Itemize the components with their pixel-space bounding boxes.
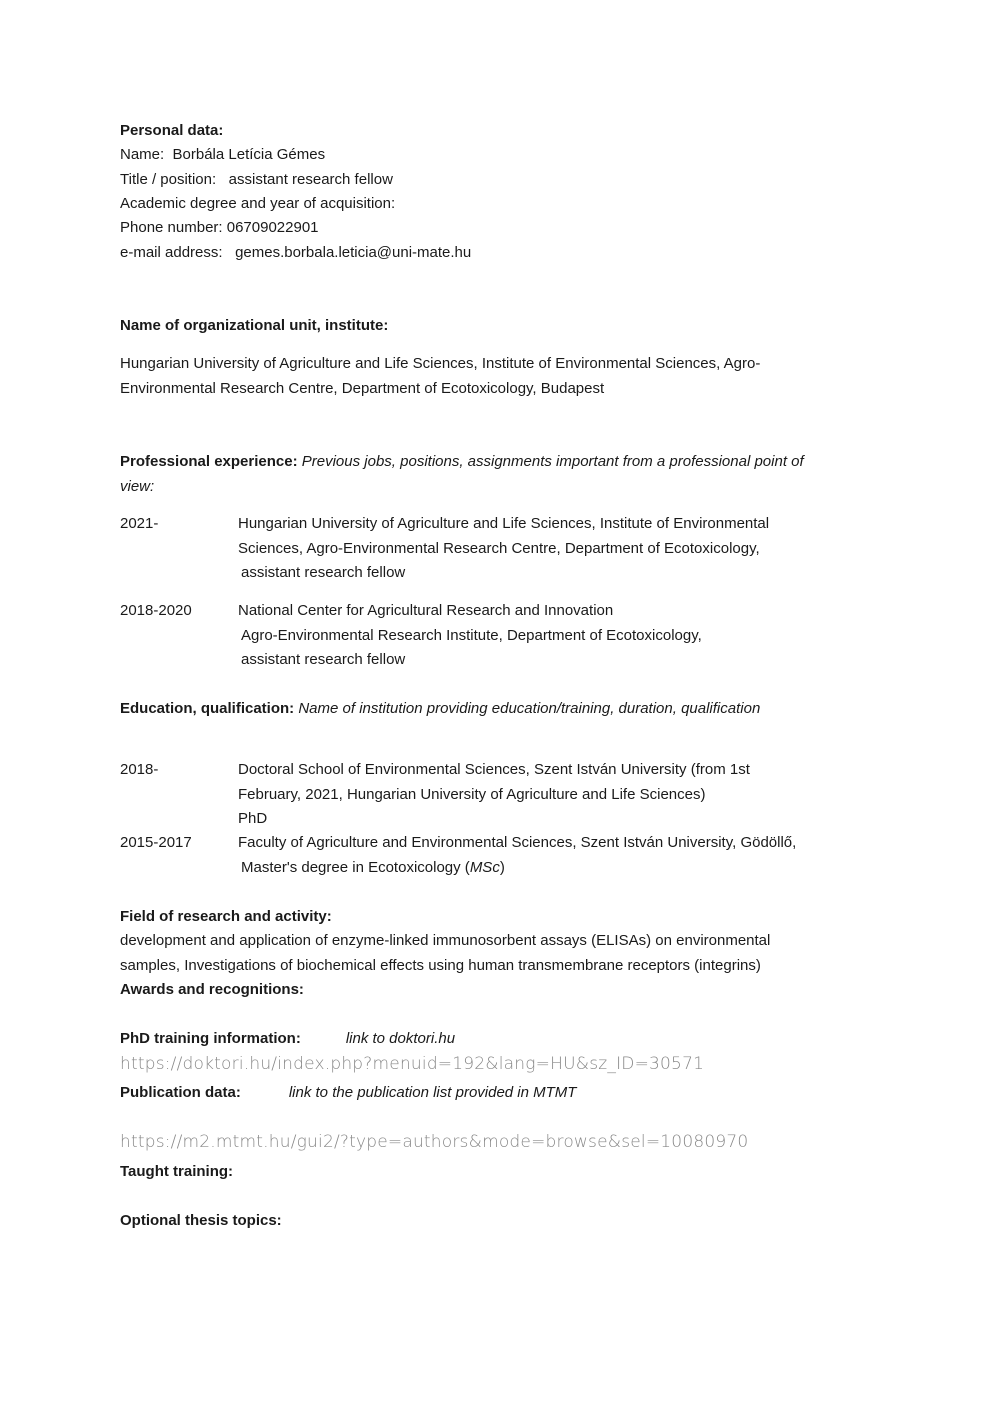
phd-row: [120, 1027, 455, 1051]
awards-heading: Awards and recognitions:: [120, 981, 304, 998]
research-line-2: samples, Investigations of biochemical effects using human transmembrane receptors (integrins): [120, 957, 761, 974]
research-heading: Field of research and activity:: [120, 908, 332, 925]
org-line-2: Environmental Research Centre, Department of Ecotoxicology, Budapest: [120, 380, 605, 397]
email-label: e-mail address:: [120, 244, 223, 261]
experience-entry-2: [238, 599, 888, 673]
name-row: [120, 143, 325, 167]
experience-entry-2-line: assistant research fellow: [241, 651, 406, 668]
publication-link[interactable]: https://m2.mtmt.hu/gui2/?type=authors&mode=browse&sel=10080970: [120, 1132, 749, 1152]
experience-note: Previous jobs, positions, assignments important from a professional point of: [301, 453, 804, 470]
experience-note-cont: view:: [120, 478, 155, 495]
degree-label: Academic degree and year of acquisition:: [120, 195, 396, 212]
experience-entry-2-line: National Center for Agricultural Research and Innovation: [238, 602, 614, 619]
phone-value: 06709022901: [226, 219, 319, 236]
experience-heading-row: [120, 450, 804, 474]
phd-link[interactable]: https://doktori.hu/index.php?menuid=192&lang=HU&sz_ID=30571: [120, 1054, 705, 1074]
phd-note: link to doktori.hu: [345, 1030, 456, 1047]
education-entry-1-line: Doctoral School of Environmental Sciences, Szent István University (from 1st: [238, 761, 750, 778]
name-value: Borbála Letícia Gémes: [172, 146, 326, 163]
experience-heading: Professional experience:: [120, 453, 298, 470]
phone-row: [120, 216, 319, 240]
experience-year-1: 2021-: [120, 515, 159, 532]
publication-note: link to the publication list provided in MTMT: [288, 1084, 577, 1101]
name-label: Name:: [120, 146, 165, 163]
degree-abbrev: MSc: [469, 858, 500, 876]
experience-entry-1: [238, 512, 888, 586]
degree-close: ): [499, 858, 505, 876]
experience-entry-1-line: assistant research fellow: [241, 564, 406, 581]
publication-row: [120, 1081, 576, 1105]
education-entry-1-line: PhD: [238, 810, 268, 827]
experience-entry-1-line: Hungarian University of Agriculture and Life Sciences, Institute of Environmental: [238, 515, 770, 532]
education-entry-2: [238, 831, 888, 880]
email-row: [120, 241, 471, 265]
education-entry-2-line: Faculty of Agriculture and Environmental Sciences, Szent István University, Gödöllő,: [238, 834, 797, 851]
phone-label: Phone number:: [120, 219, 223, 236]
research-line-1: development and application of enzyme-linked immunosorbent assays (ELISAs) on environmental: [120, 932, 771, 949]
education-entry-1-line: February, 2021, Hungarian University of Agriculture and Life Sciences): [238, 785, 706, 803]
org-heading: Name of organizational unit, institute:: [120, 317, 389, 334]
education-entry-2-line: [238, 856, 888, 881]
experience-entry-2-line: Agro-Environmental Research Institute, Department of Ecotoxicology,: [241, 626, 702, 644]
phd-heading: PhD training information:: [120, 1030, 301, 1047]
org-line-1: Hungarian University of Agriculture and Life Sciences, Institute of Environmental Sciences, Agro-: [120, 355, 761, 372]
education-year-1: 2018-: [120, 761, 159, 778]
experience-entry-1-line: Sciences, Agro-Environmental Research Centre, Department of Ecotoxicology,: [238, 539, 760, 557]
education-entry-1: [238, 758, 888, 832]
title-row: [120, 168, 393, 192]
education-heading-row: [120, 697, 760, 721]
title-label: Title / position:: [120, 171, 217, 188]
title-value: assistant research fellow: [228, 171, 393, 188]
education-note: Name of institution providing education/training, duration, qualification: [298, 700, 761, 717]
publication-heading: Publication data:: [120, 1084, 241, 1101]
taught-heading: Taught training:: [120, 1163, 234, 1180]
experience-year-2: 2018-2020: [120, 602, 192, 619]
email-value: gemes.borbala.leticia@uni-mate.hu: [235, 244, 472, 261]
thesis-heading: Optional thesis topics:: [120, 1212, 282, 1229]
degree-text: Master's degree in Ecotoxicology (: [241, 858, 470, 876]
personal-heading: Personal data:: [120, 122, 224, 139]
education-heading: Education, qualification:: [120, 700, 295, 717]
education-year-2: 2015-2017: [120, 834, 192, 851]
